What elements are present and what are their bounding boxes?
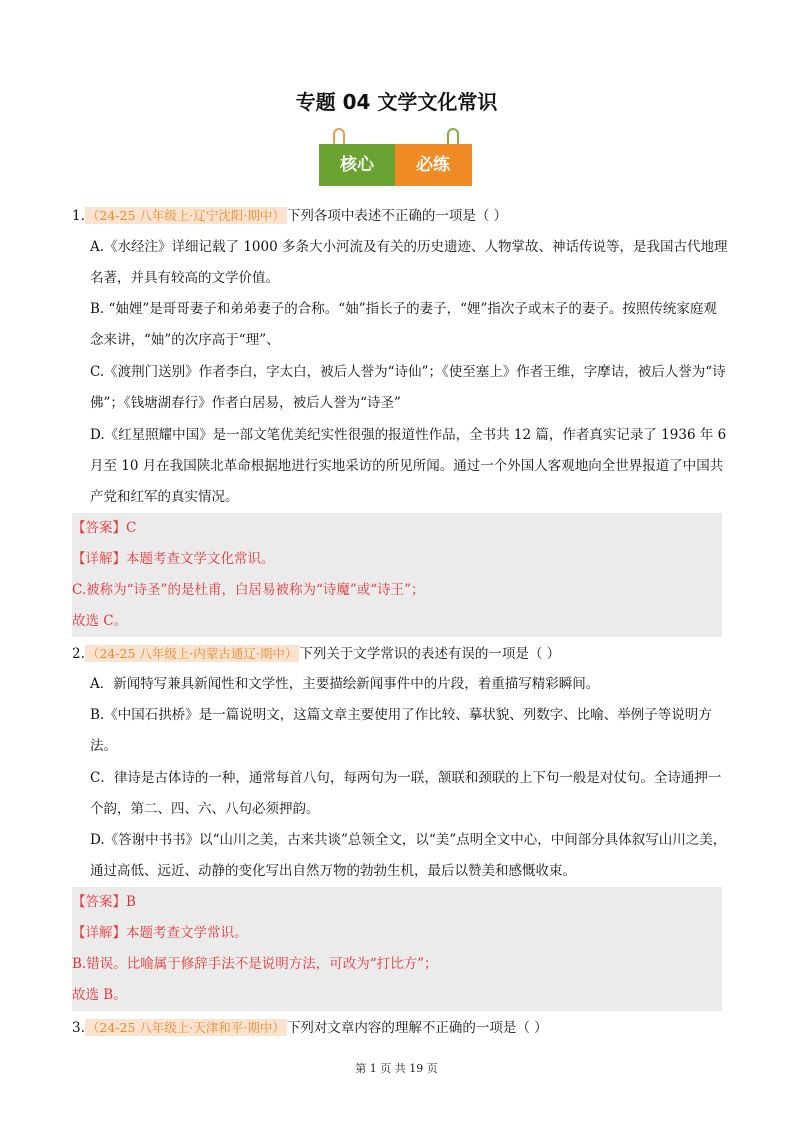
question-text: 下列对文章内容的理解不正确的一项是（ ） (286, 1020, 548, 1036)
answer-label: 【答案】 (72, 894, 126, 910)
question-1-option-d: D.《红星照耀中国》是一部文笔优美纪实性很强的报道性作品，全书共 12 篇，作者真实记录了 1936 年 6 月至 10 月在我国陕北革命根据地进行实地采访的所见所闻。通过一个外国人客观地向全世界报道了中国共产党和红军的真实情况。 (90, 427, 727, 505)
page-title: 专题 04 文学文化常识 (295, 90, 498, 114)
question-number: 3. (72, 1020, 85, 1036)
detail-label: 【详解】 (72, 925, 126, 941)
answer-label: 【答案】 (72, 520, 126, 536)
badge-left-label: 核心 (340, 155, 374, 175)
question-1-stem (72, 200, 507, 232)
question-1-answer-block (72, 513, 722, 637)
question-text: 下列各项中表述不正确的一项是（ ） (286, 208, 508, 224)
explain-text: C.被称为“诗圣”的是杜甫，白居易被称为“诗魔”或“诗王”； (72, 582, 425, 598)
question-2-option-a: A．新闻特写兼具新闻性和文学性，主要描绘新闻事件中的片段，着重描写精彩瞬间。 (90, 676, 600, 692)
question-1-option-c: C.《渡荆门送别》作者李白，字太白，被后人誉为“诗仙”；《使至塞上》作者王维，字摩诘，被后人誉为“诗佛”；《钱塘湖春行》作者白居易，被后人誉为“诗圣” (90, 364, 726, 411)
badge-right-label: 必练 (416, 155, 450, 175)
conclude-text: 故选 C。 (72, 613, 128, 629)
question-1-option-a: A.《水经注》详细记载了 1000 多条大小河流及有关的历史遗迹、人物掌故、神话传说等，是我国古代地理名著，并具有较高的文学价值。 (90, 239, 728, 286)
question-number: 2. (72, 646, 85, 662)
question-2-option-c: C．律诗是古体诗的一种，通常每首八句，每两句为一联，颔联和颈联的上下句一般是对仗句。全诗通押一个韵，第二、四、六、八句必须押韵。 (90, 770, 722, 817)
question-2-answer-block (72, 887, 722, 1011)
question-source-tag: （24-25 八年级上·内蒙古通辽·期中） (86, 646, 298, 661)
question-2-option-b: B.《中国石拱桥》是一篇说明文，这篇文章主要使用了作比较、摹状貌、列数字、比喻、举例子等说明方法。 (90, 707, 712, 754)
question-source-tag: （24-25 八年级上·天津和平·期中） (86, 1020, 285, 1035)
question-number: 1. (72, 208, 85, 224)
detail-text: 本题考查文学常识。 (126, 925, 248, 941)
detail-label: 【详解】 (72, 551, 126, 567)
conclude-text: 故选 B。 (72, 987, 127, 1003)
question-3-stem (72, 1012, 548, 1044)
badge-left (319, 144, 395, 186)
question-text: 下列关于文学常识的表述有误的一项是（ ） (299, 646, 561, 662)
detail-text: 本题考查文学文化常识。 (126, 551, 275, 567)
answer-value: C (126, 520, 137, 536)
section-badge (319, 144, 472, 186)
question-1-option-b: B. “妯娌”是哥哥妻子和弟弟妻子的合称。“妯”指长子的妻子，“娌”指次子或末子的妻子。按照传统家庭观念来讲，“妯”的次序高于“理”、 (90, 301, 717, 348)
answer-value: B (126, 894, 136, 910)
question-2-stem (72, 638, 560, 670)
question-2-option-d: D.《答谢中书书》以“山川之美，古来共谈”总领全文，以“美”点明全文中心，中间部分具体叙写山川之美，通过高低、远近、动静的变化写出自然万物的勃勃生机，最后以赞美和感慨收束。 (90, 832, 727, 879)
badge-right (395, 144, 472, 186)
page-footer: 第 1 页 共 19 页 (355, 1062, 438, 1075)
question-source-tag: （24-25 八年级上·辽宁沈阳·期中） (86, 208, 285, 223)
explain-text: B.错误。比喻属于修辞手法不是说明方法，可改为“打比方”； (72, 956, 438, 972)
